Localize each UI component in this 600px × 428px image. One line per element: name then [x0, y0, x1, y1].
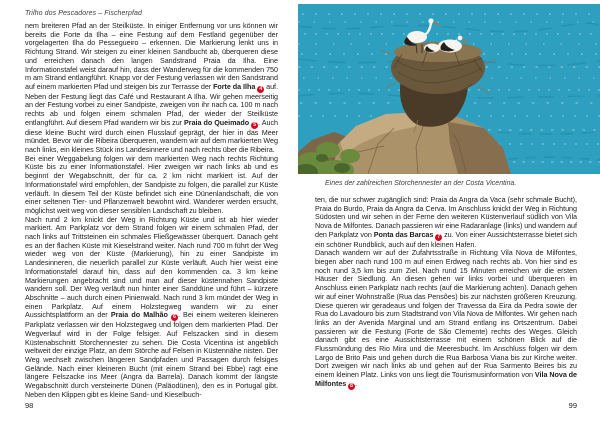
stork-standing-head [428, 18, 433, 23]
paragraph [25, 155, 278, 216]
stork-sitting-head [458, 36, 463, 41]
body-text: Danach wandern wir auf der Zufahrtsstraße in Richtung Vila Nova de Milfontes, biegen aber nach rund 100 m auf einen Erdweg nach rechts ab. Von hier sind es noch rund 3,5 km bis zum Ziel. Nach rund 15 Minuten erreichen wir die ersten Häuser der Siedlung. An diesen gehen wir links vorbei und überqueren im Anschluss einen Parkplatz nach rechts (auf die Markierung achten). Danach gehen wir auf einer Wohnstraße (Rua das Pensões) bis zur nächsten größeren Kreuzung. Diese queren wir geradeaus und folgen der Travessa da Eira da Pedra sowie der Rua do Lavadouro bis zum Stadtstrand von Vila Nova de Milfontes. Wir gehen nach links an der Avenida Marginal und am Strand entlang ins Ortszentrum. Dabei passieren wir die Festung (Forte de São Clemente) rechts des Weges. Gleich danach gibt es eine Aussichtsterrasse mit einem schönen Blick auf die Flussmündung des Rio Mira und die Meeresbucht. Im Anschluss folgen wir dem Largo de Brito Pais und gehen durch die Rua Barbosa Viana bis zur Kirche weiter. Dort zweigen wir nach links ab und gehen auf der Rua Sarmento Beires bis zu einem kleinen Platz. Links von uns liegt die Tourismusinformation von [315, 248, 577, 380]
route-marker-5: 5 [251, 122, 258, 129]
route-marker-7: 7 [435, 234, 442, 241]
photo-caption: Eines der zahlreichen Storchennester an der Costa Vicentina. [325, 180, 517, 187]
place-name-bold: Praia do Queimado [184, 117, 250, 127]
stork-nest-illustration [298, 4, 600, 174]
body-text: zu. Von einer Aussichtsterrasse bietet sich ein schöner Rundblick, auch auf den kleinen Hafen. [315, 229, 577, 249]
body-text: Bei einer Weggabelung folgen wir dem markierten Weg nach rechts Richtung Küste bis zu einer Informationstafel. Hier zweigen wir nach links ab und es beginnt der Wegabschnitt, der für ca. 2 km nicht markiert ist. Auf der Informationstafel wird empfohlen, der Sandpiste zu folgen, die parallel zur Küste verläuft. In diesem Teil der Küste befindet sich eine Dünenlandschaft, die von einer seltenen Tier- und Pflanzenwelt bewohnt wird. Wanderer werden ersucht, möglichst weit weg von dieser sensiblen Landschaft zu bleiben. [25, 153, 278, 215]
right-column-text [315, 196, 577, 406]
place-name-bold: Forte da Ilha [213, 81, 256, 91]
route-marker-6: 6 [171, 314, 178, 321]
body-text: . Auch diese kleine Bucht wird durch einen Flusslauf geprägt, der hier in das Meer mündet. Bevor wir die Ribeira überqueren, wandern wir auf dem markierten Weg nach links, ein kleines Stück ins Landesinnere und nach rechts über die Ribeira. [25, 117, 278, 155]
running-header: Trilho dos Pescadores – Fischerpfad [25, 10, 142, 17]
body-text: . Bei einem weiteren kleineren Parkplatz verlassen wir den Holzstegweg und folgen dem markierten Pfad. Der Wegverlauf wird in der Folge felsiger. Auf Felszacken sind in diesem Küstenabschnitt Storchennester zu sehen. Die Costa Vicentina ist angeblich weltweit der einzige Platz, an dem Störche auf Felsen in Küstennähe nisten. Der Weg wechselt zwischen längeren Sandpfaden und Passagen durch felsiges Gelände. Nach einer kleineren Bucht (mit einem Strand bei Ebbe) ragt eine längere Felszacke ins Meer (Angra da Barrela). Danach kommt der längste Wegabschnitt durch versteinerte Dünen (Paläodünen), den es in Portugal gibt. Neben den Klippen gibt es kleine Sand- und Kieselbuch- [25, 310, 278, 399]
stork-nest-photo [298, 4, 600, 174]
paragraph [315, 249, 577, 389]
place-name-bold: Ponta das Barcas [373, 229, 434, 239]
body-text: Nach rund 2 km knickt der Weg in Richtung Küste und ist ab hier wieder markiert. Am Parkplatz vor dem Strand folgen wir einem schmalen Pfad, der nach links auf Trittsteinen ein schmales Fließgewässer überquert. Danach geht es an der flachen Küste mit Kieselstrand weiter. Nach rund 700 m führt der Weg wieder weg von der Küste (Markierung), hin zu einer Sandpiste im Landesinneren, die neuerlich parallel zur Küste verläuft. Auch hier weist eine Informationstafel darauf hin, dass auf den kommenden ca. 3 km keine Markierungen angebracht sind und man auf dieser küstennahen Sandpiste wandern soll. Der Weg verläuft nun hinter einer Sanddüne und führt – kürzere Abschnitte – auch durch einen Pinienwald. Nach rund 3 km mündet der Weg in einen Parkplatz. Auf einem Holzstegweg wandern wir zu einer Aussichtsplattform an der [25, 214, 278, 320]
page-number-right: 99 [568, 401, 577, 410]
route-marker-4: 4 [257, 86, 264, 93]
paragraph [25, 216, 278, 400]
paragraph [315, 196, 577, 249]
place-name-bold: Praia do Malhão [110, 310, 168, 320]
paragraph [25, 22, 278, 155]
page-number-left: 98 [25, 401, 34, 410]
nest-rim [394, 42, 482, 62]
body-text: auf. Neben der Festung liegt das Café und Restaurant A Ilha. Wir gehen meerseitig an der Festung vorbei zu einer Sandpiste, zweigen von ihr nach ca. 100 m nach rechts ab und folgen einem schmalen Pfad, der wieder der Steilküste entlangführt. Auf diesem Pfad wandern wir bis zur [25, 81, 278, 127]
body-text: . [355, 378, 358, 388]
body-text: nem breiteren Pfad an der Steilküste. In einiger Entfernung vor uns können wir bereits die Forte da Ilha – eine Festung auf dem Festland gegenüber der vorgelagerten Ilha do Pessegueiro – erkennen. Die Markierung lenkt uns in Richtung Strand. Wir steigen zu einer kleinen Sandbucht ab, überqueren diese und erreichen danach den langen Sandstrand Praia da Ilha. Eine Informationstafel weist darauf hin, dass der Wanderweg für die kommenden 750 m am Strand entlangführt. Knapp vor der Festung verlassen wir den Sandstrand auf einem markierten Pfad und steigen bis zur Terrasse der [25, 22, 278, 91]
place-name-bold: Vila Nova de Milfontes [315, 370, 577, 388]
left-column-text [25, 22, 278, 406]
stork-juvenile [424, 44, 440, 53]
route-marker-8: 8 [348, 383, 355, 390]
body-text: ten, die nur schwer zugänglich sind: Praia da Angra da Vaca (sehr schmale Bucht), Praia do Burdo, Praia da Angra da Cerva. Im Anschluss knickt der Weg in Richtung Südosten und wir sehen in der Ferne den weiteren Küstenverlauf südlich von Vila Nova de Milfontes. Danach passieren wir eine Radaranlage (links) und wandern auf den Parkplatz von [315, 196, 577, 239]
